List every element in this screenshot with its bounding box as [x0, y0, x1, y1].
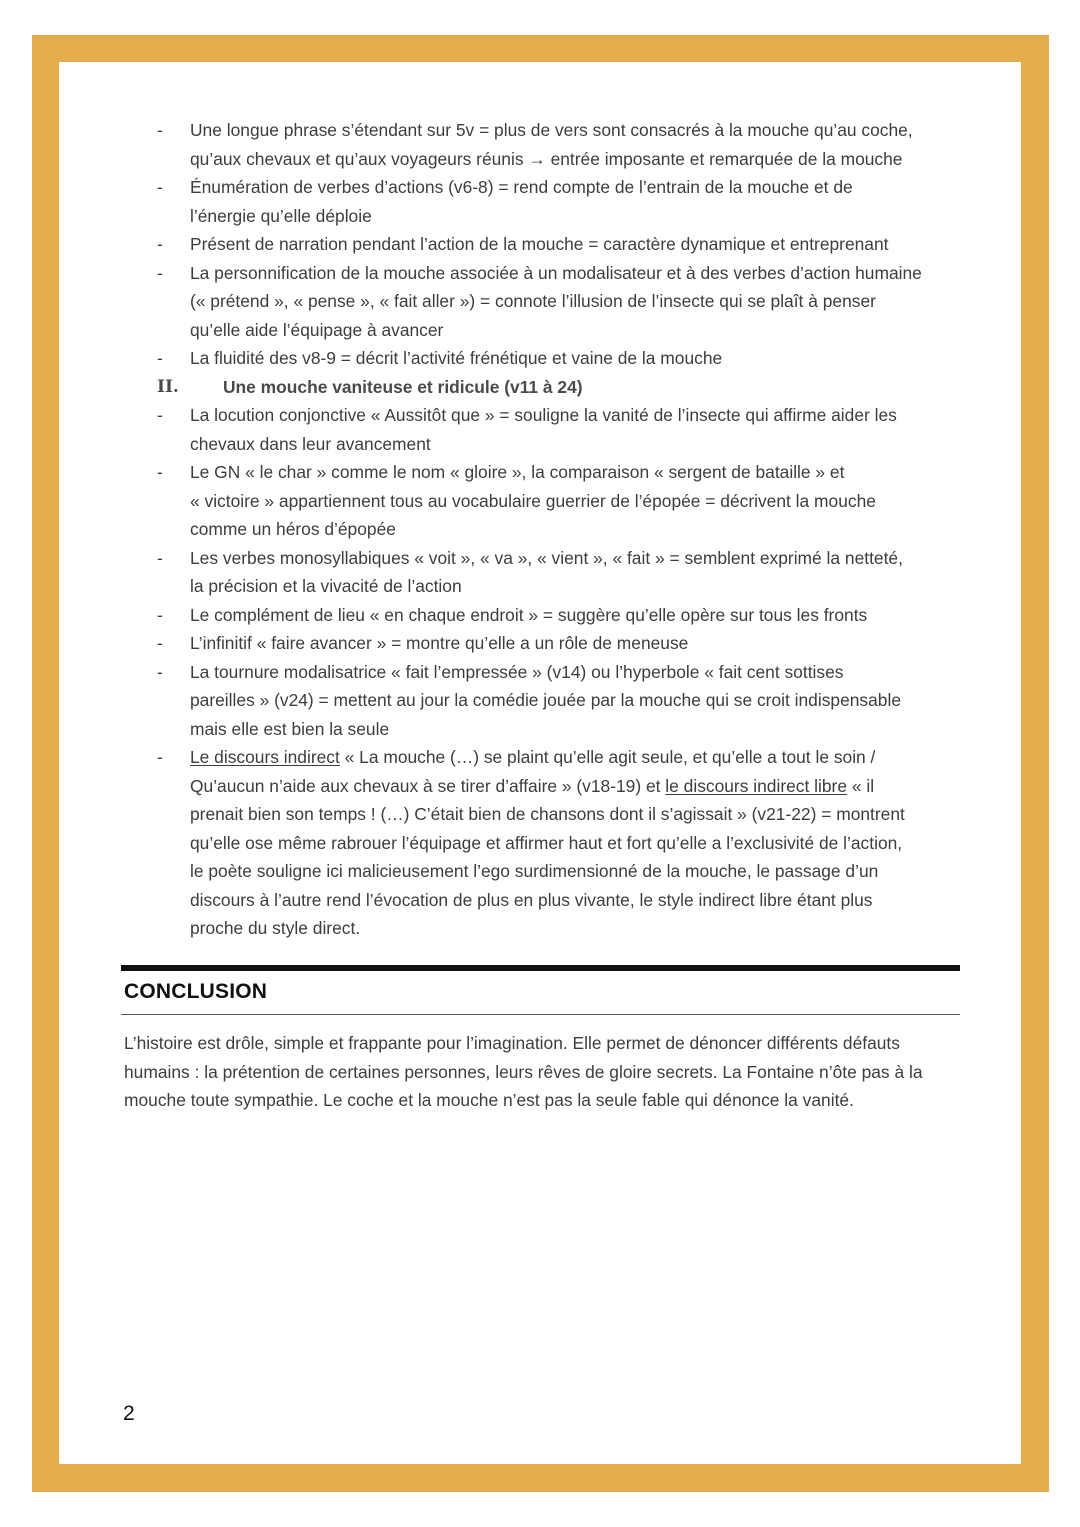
bullet-item: [157, 173, 957, 230]
bullet-line: chevaux dans leur avancement: [190, 433, 431, 454]
bullet-line: Énumération de verbes d’actions (v6-8) = rend compte de l’entrain de la mouche et de: [190, 177, 853, 197]
bullet-item: [157, 629, 957, 658]
bullet-item: [157, 658, 957, 744]
bullet-item-discours: [157, 743, 957, 943]
bullet-line: prenait bien son temps ! (…) C’était bien de chansons dont il s’agissait » (v21-22) = montrent: [190, 804, 905, 824]
bullet-item: [157, 259, 957, 345]
bullet-item: [157, 401, 957, 458]
bullet-dash: -: [157, 405, 163, 425]
bullet-line: pareilles » (v24) = mettent au jour la comédie jouée par la mouche qui se croit indispensable: [190, 690, 902, 710]
bullet-line: « victoire » appartiennent tous au vocabulaire guerrier de l’épopée = décrivent la mouche: [190, 490, 876, 511]
bullet-line: L’infinitif « faire avancer » = montre qu’elle a un rôle de meneuse: [190, 633, 689, 653]
bullet-item: [157, 344, 957, 373]
bullet-dash: -: [157, 348, 163, 368]
conclusion-line: mouche toute sympathie. Le coche et la mouche n’est pas la seule fable qui dénonce la vanité.: [124, 1090, 854, 1110]
underlined-term: Le discours indirect: [190, 747, 340, 767]
section-heading-2: [157, 373, 957, 402]
bullet-line: La fluidité des v8-9 = décrit l’activité frénétique et vaine de la mouche: [190, 348, 723, 368]
bullet-dash: -: [157, 633, 163, 653]
bullet-dash: -: [157, 547, 163, 568]
bullet-dash: -: [157, 747, 163, 767]
bullet-line: l’énergie qu’elle déploie: [190, 205, 372, 226]
bullet-item: [157, 230, 957, 259]
bullet-line: Une longue phrase s’étendant sur 5v = plus de vers sont consacrés à la mouche qu’au coche,: [190, 120, 913, 140]
bullet-item: [157, 116, 957, 173]
bullet-line: discours à l’autre rend l’évocation de plus en plus vivante, le style indirect libre étant plus: [190, 889, 873, 910]
bullet-dash: -: [157, 462, 163, 482]
bullet-line: comme un héros d’épopée: [190, 519, 396, 539]
bullet-line: Les verbes monosyllabiques « voit », « va », « vient », « fait » = semblent exprimé la netteté,: [190, 547, 903, 568]
bullet-line: qu’aux chevaux et qu’aux voyageurs réunis → entrée imposante et remarquée de la mouche: [190, 148, 903, 169]
conclusion-line: L’histoire est drôle, simple et frappante pour l’imagination. Elle permet de dénoncer différents défauts: [124, 1033, 900, 1053]
section-number: II.: [157, 376, 179, 397]
analysis-body: [157, 116, 957, 943]
bullet-dash: -: [157, 604, 163, 625]
underlined-term: le discours indirect libre: [665, 775, 848, 796]
section-title: Une mouche vaniteuse et ridicule (v11 à 24): [223, 376, 583, 397]
bullet-item: [157, 601, 957, 630]
bullet-dash: -: [157, 234, 163, 254]
conclusion-text: [124, 1029, 960, 1115]
bullet-dash: -: [157, 262, 163, 283]
bullet-line: (« prétend », « pense », « fait aller ») = connote l’illusion de l’insecte qui se plaît à penser: [190, 291, 876, 311]
conclusion-title: CONCLUSION: [124, 980, 268, 1003]
conclusion-top-rule: [121, 965, 960, 971]
bullet-line: qu’elle ose même rabrouer l’équipage et affirmer haut et fort qu’elle a l’exclusivité de l’action,: [190, 832, 903, 853]
bullet-line: la précision et la vivacité de l’action: [190, 576, 462, 596]
bullet-line: qu’elle aide l’équipage à avancer: [190, 319, 444, 340]
bullet-line: Qu’aucun n’aide aux chevaux à se tirer d’affaire » (v18-19) et le discours indirect libre « il: [190, 775, 875, 796]
bullet-dash: -: [157, 661, 163, 682]
bullet-dash: -: [157, 120, 163, 140]
bullet-line: Le complément de lieu « en chaque endroit » = suggère qu’elle opère sur tous les fronts: [190, 604, 868, 625]
bullet-item: [157, 544, 957, 601]
bullet-list-part2: [157, 401, 957, 743]
bullet-line: le poète souligne ici malicieusement l’ego surdimensionné de la mouche, le passage d’un: [190, 861, 879, 881]
bullet-line: Le discours indirect « La mouche (…) se plaint qu’elle agit seule, et qu’elle a tout le soin /: [190, 747, 876, 767]
bullet-list-part1: [157, 116, 957, 373]
page-number: 2: [123, 1402, 135, 1425]
bullet-line: mais elle est bien la seule: [190, 718, 390, 739]
bullet-line: Le GN « le char » comme le nom « gloire », la comparaison « sergent de bataille » et: [190, 462, 845, 482]
bullet-line: Présent de narration pendant l’action de la mouche = caractère dynamique et entreprenant: [190, 234, 889, 254]
bullet-dash: -: [157, 177, 163, 197]
bullet-item: [157, 458, 957, 544]
conclusion-line: humains : la prétention de certaines personnes, leurs rêves de gloire secrets. La Fontaine n’ôte pas à la: [124, 1061, 923, 1082]
conclusion-underline: [121, 1014, 960, 1015]
bullet-line: La locution conjonctive « Aussitôt que » = souligne la vanité de l’insecte qui affirme aider les: [190, 405, 897, 425]
bullet-line: La personnification de la mouche associée à un modalisateur et à des verbes d’action humaine: [190, 262, 922, 283]
bullet-line: proche du style direct.: [190, 918, 361, 938]
bullet-line: La tournure modalisatrice « fait l’empressée » (v14) ou l’hyperbole « fait cent sottises: [190, 661, 844, 682]
